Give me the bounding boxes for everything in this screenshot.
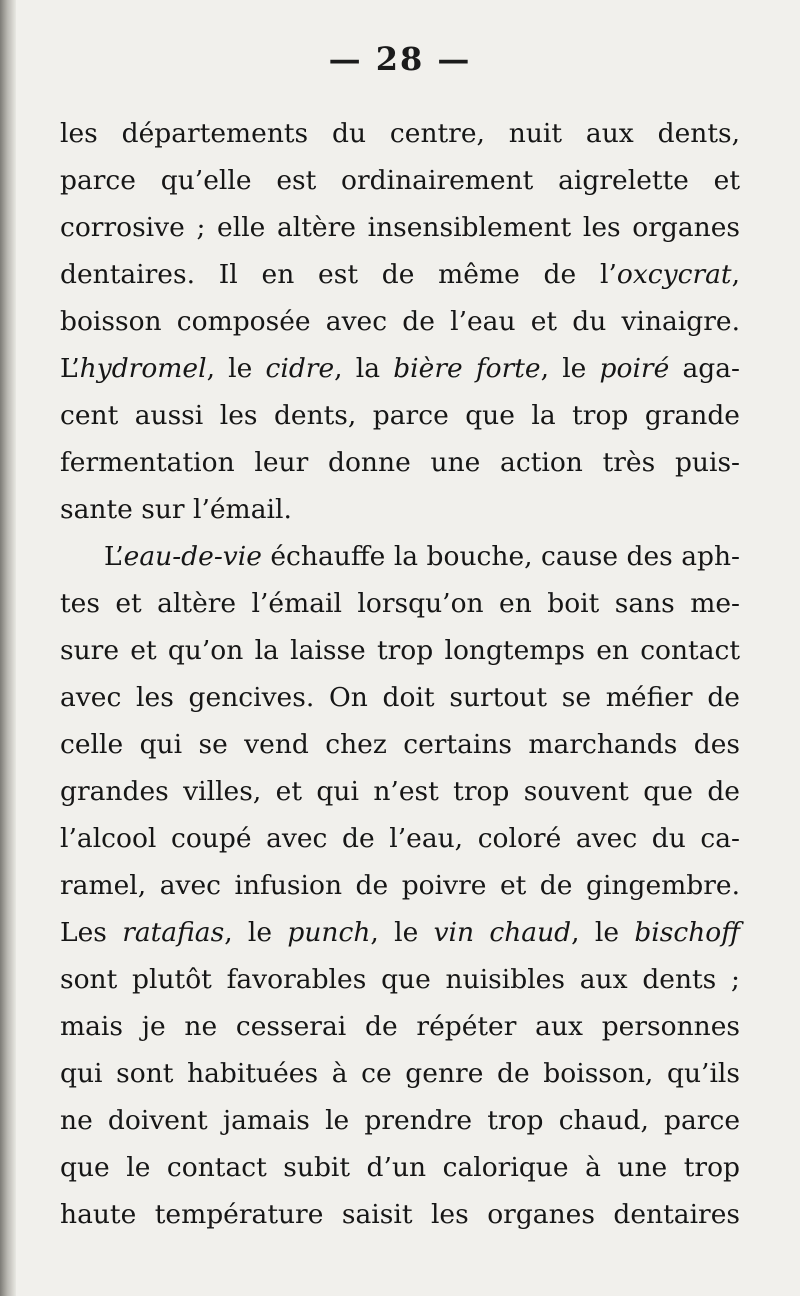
text-line: sure et qu’on la laisse trop longtemps en contact [60, 635, 740, 666]
text-line: qui sont habituées à ce genre de boisson, qu’ils [60, 1058, 740, 1089]
text-line: boisson composée avec de l’eau et du vinaigre. [60, 306, 740, 337]
text-line: sont plutôt favorables que nuisibles aux dents ; [60, 964, 740, 995]
text-line: dentaires. Il en est de même de l’oxcycrat, [60, 259, 740, 290]
text-line: parce qu’elle est ordinairement aigrelette et [60, 165, 740, 196]
body-text [60, 110, 740, 1238]
text-line: L’hydromel, le cidre, la bière forte, le poiré aga- [60, 353, 740, 384]
text-line: fermentation leur donne une action très puis- [60, 447, 740, 478]
text-line: avec les gencives. On doit surtout se méfier de [60, 682, 740, 713]
text-line: L’eau-de-vie échauffe la bouche, cause des aph- [104, 541, 740, 572]
text-line: cent aussi les dents, parce que la trop grande [60, 400, 740, 431]
paragraph-end-line: sante sur l’émail. [60, 494, 292, 525]
text-line: Les ratafias, le punch, le vin chaud, le bischoff [60, 917, 741, 948]
text-line: ramel, avec infusion de poivre et de gingembre. [60, 870, 740, 901]
text-line: les départements du centre, nuit aux dents, [60, 118, 740, 149]
text-line: haute température saisit les organes dentaires [60, 1199, 740, 1230]
text-line: l’alcool coupé avec de l’eau, coloré avec du ca- [60, 823, 740, 854]
page-number: — 28 — [328, 40, 472, 78]
text-line: tes et altère l’émail lorsqu’on en boit sans me- [60, 588, 740, 619]
text-line: grandes villes, et qui n’est trop souvent que de [60, 776, 740, 807]
page-binding-shadow [0, 0, 16, 1296]
text-line: mais je ne cesserai de répéter aux personnes [60, 1011, 740, 1042]
text-line: que le contact subit d’un calorique à une trop [60, 1152, 740, 1183]
text-line: ne doivent jamais le prendre trop chaud, parce [60, 1105, 740, 1136]
text-line: corrosive ; elle altère insensiblement les organes [60, 212, 740, 243]
text-line: celle qui se vend chez certains marchands des [60, 729, 740, 760]
